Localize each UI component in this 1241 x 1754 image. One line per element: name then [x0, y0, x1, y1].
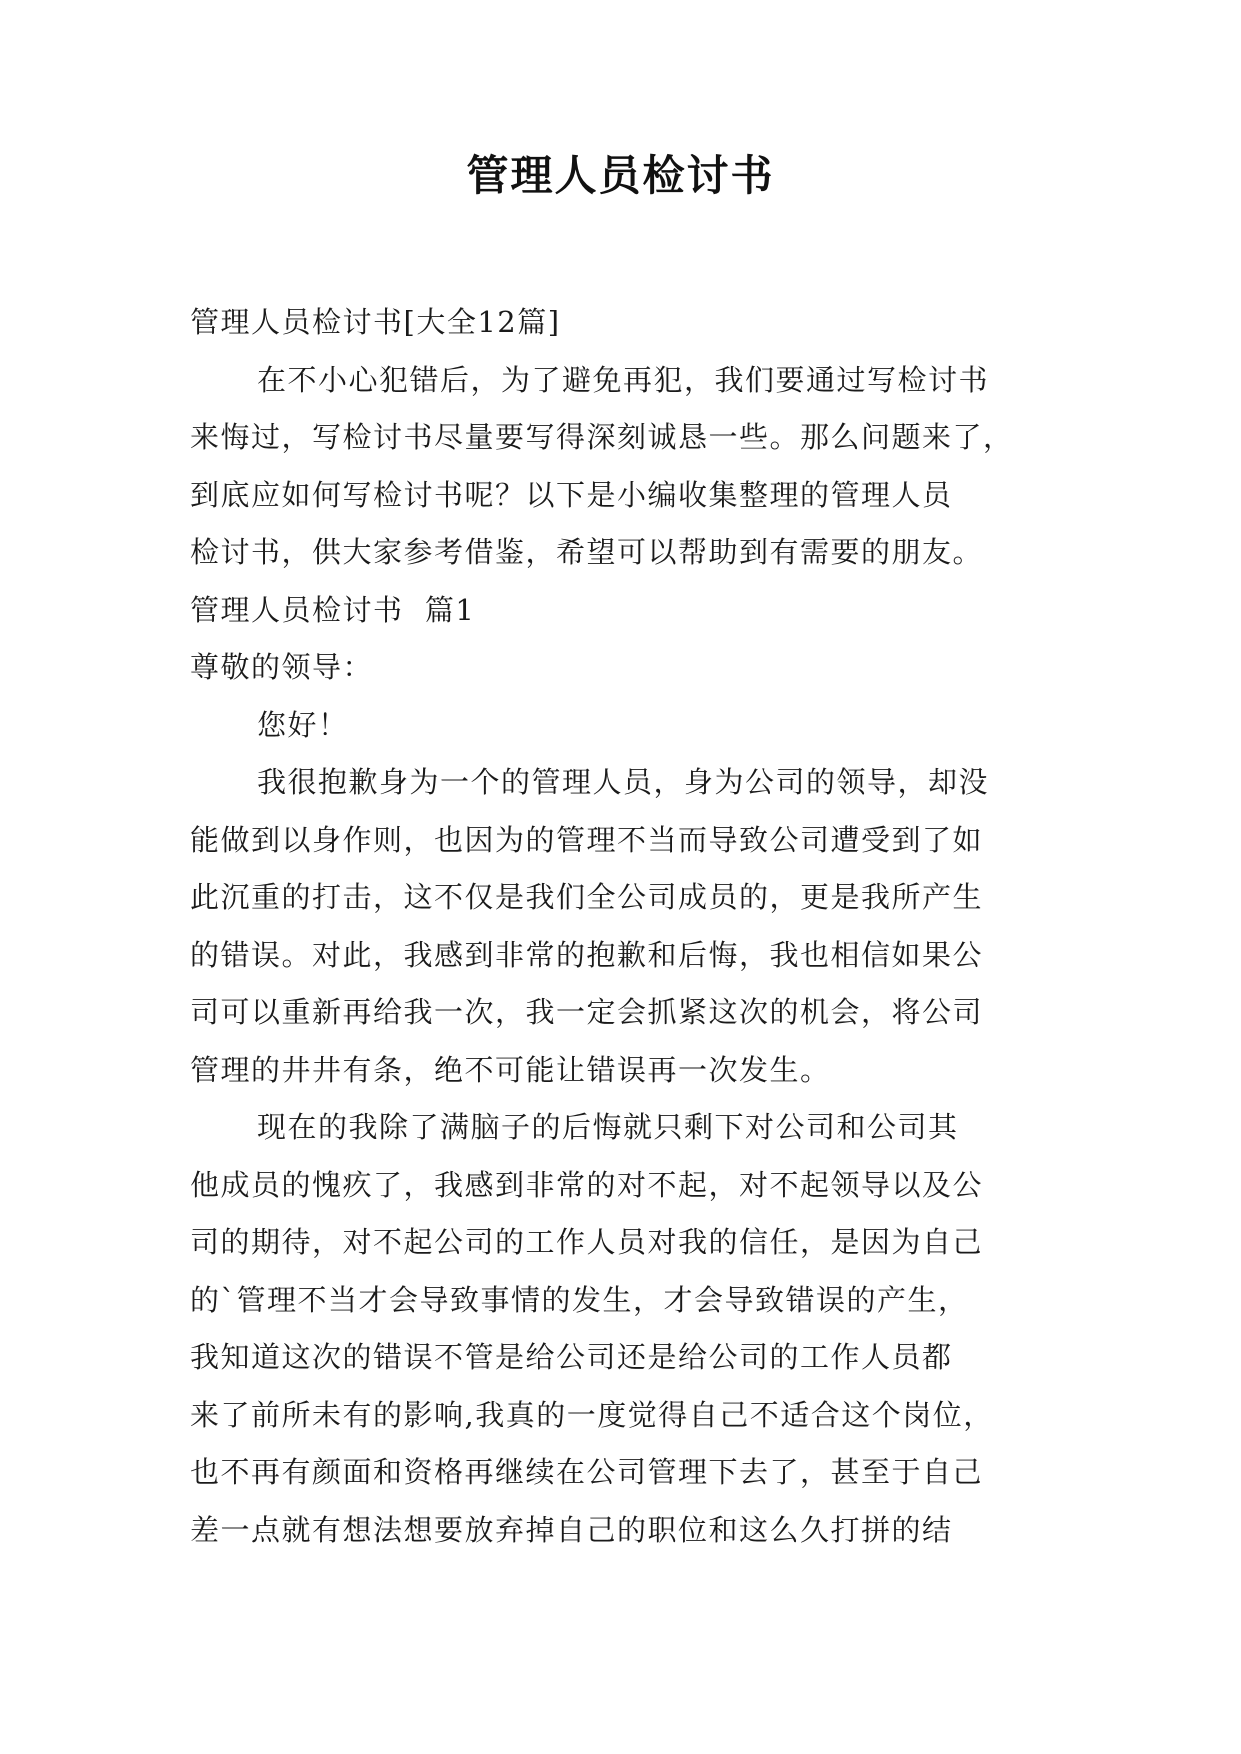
body-paragraph-2 [190, 1099, 1060, 1559]
paragraph-line: 我很抱歉身为一个的管理人员，身为公司的领导，却没 [257, 765, 990, 799]
intro-line: 来悔过，写检讨书尽量要写得深刻诚恳一些。那么问题来了， [190, 420, 1014, 454]
paragraph-line: 来了前所未有的影响,我真的一度觉得自己不适合这个岗位， [190, 1397, 994, 1432]
paragraph-line: 司的期待，对不起公司的工作人员对我的信任，是因为自己 [190, 1225, 984, 1259]
intro-paragraph [190, 352, 1060, 582]
body-paragraph-1 [190, 754, 1060, 1099]
document-title: 管理人员检讨书 [466, 151, 775, 200]
section-heading: 管理人员检讨书 篇1 [190, 592, 476, 627]
intro-line: 检讨书，供大家参考借鉴，希望可以帮助到有需要的朋友。 [190, 535, 984, 569]
paragraph-line: 我知道这次的错误不管是给公司还是给公司的工作人员都 [190, 1340, 953, 1374]
paragraph-line: 管理的井井有条，绝不可能让错误再一次发生。 [190, 1052, 831, 1087]
intro-line: 到底应如何写检讨书呢？以下是小编收集整理的管理人员 [190, 477, 953, 512]
intro-line: 在不小心犯错后，为了避免再犯，我们要通过写检讨书 [257, 362, 990, 397]
paragraph-line: 他成员的愧疚了，我感到非常的对不起，对不起领导以及公 [190, 1167, 984, 1202]
paragraph-line: 也不再有颜面和资格再继续在公司管理下去了，甚至于自己 [190, 1455, 984, 1489]
greeting: 您好！ [257, 707, 349, 742]
document-subtitle: 管理人员检讨书[大全12篇] [190, 305, 561, 339]
paragraph-line: 的`管理不当才会导致事情的发生，才会导致错误的产生， [190, 1282, 969, 1317]
document-body [190, 294, 1060, 1559]
paragraph-line: 此沉重的打击，这不仅是我们全公司成员的，更是我所产生 [190, 880, 984, 914]
paragraph-line: 能做到以身作则，也因为的管理不当而导致公司遭受到了如 [190, 822, 984, 857]
paragraph-line: 的错误。对此，我感到非常的抱歉和后悔，我也相信如果公 [190, 937, 984, 972]
paragraph-line: 现在的我除了满脑子的后悔就只剩下对公司和公司其 [257, 1110, 959, 1144]
paragraph-line: 差一点就有想法想要放弃掉自己的职位和这么久打拼的结 [190, 1512, 953, 1547]
paragraph-line: 司可以重新再给我一次，我一定会抓紧这次的机会，将公司 [190, 995, 984, 1029]
salutation: 尊敬的领导： [190, 650, 374, 684]
